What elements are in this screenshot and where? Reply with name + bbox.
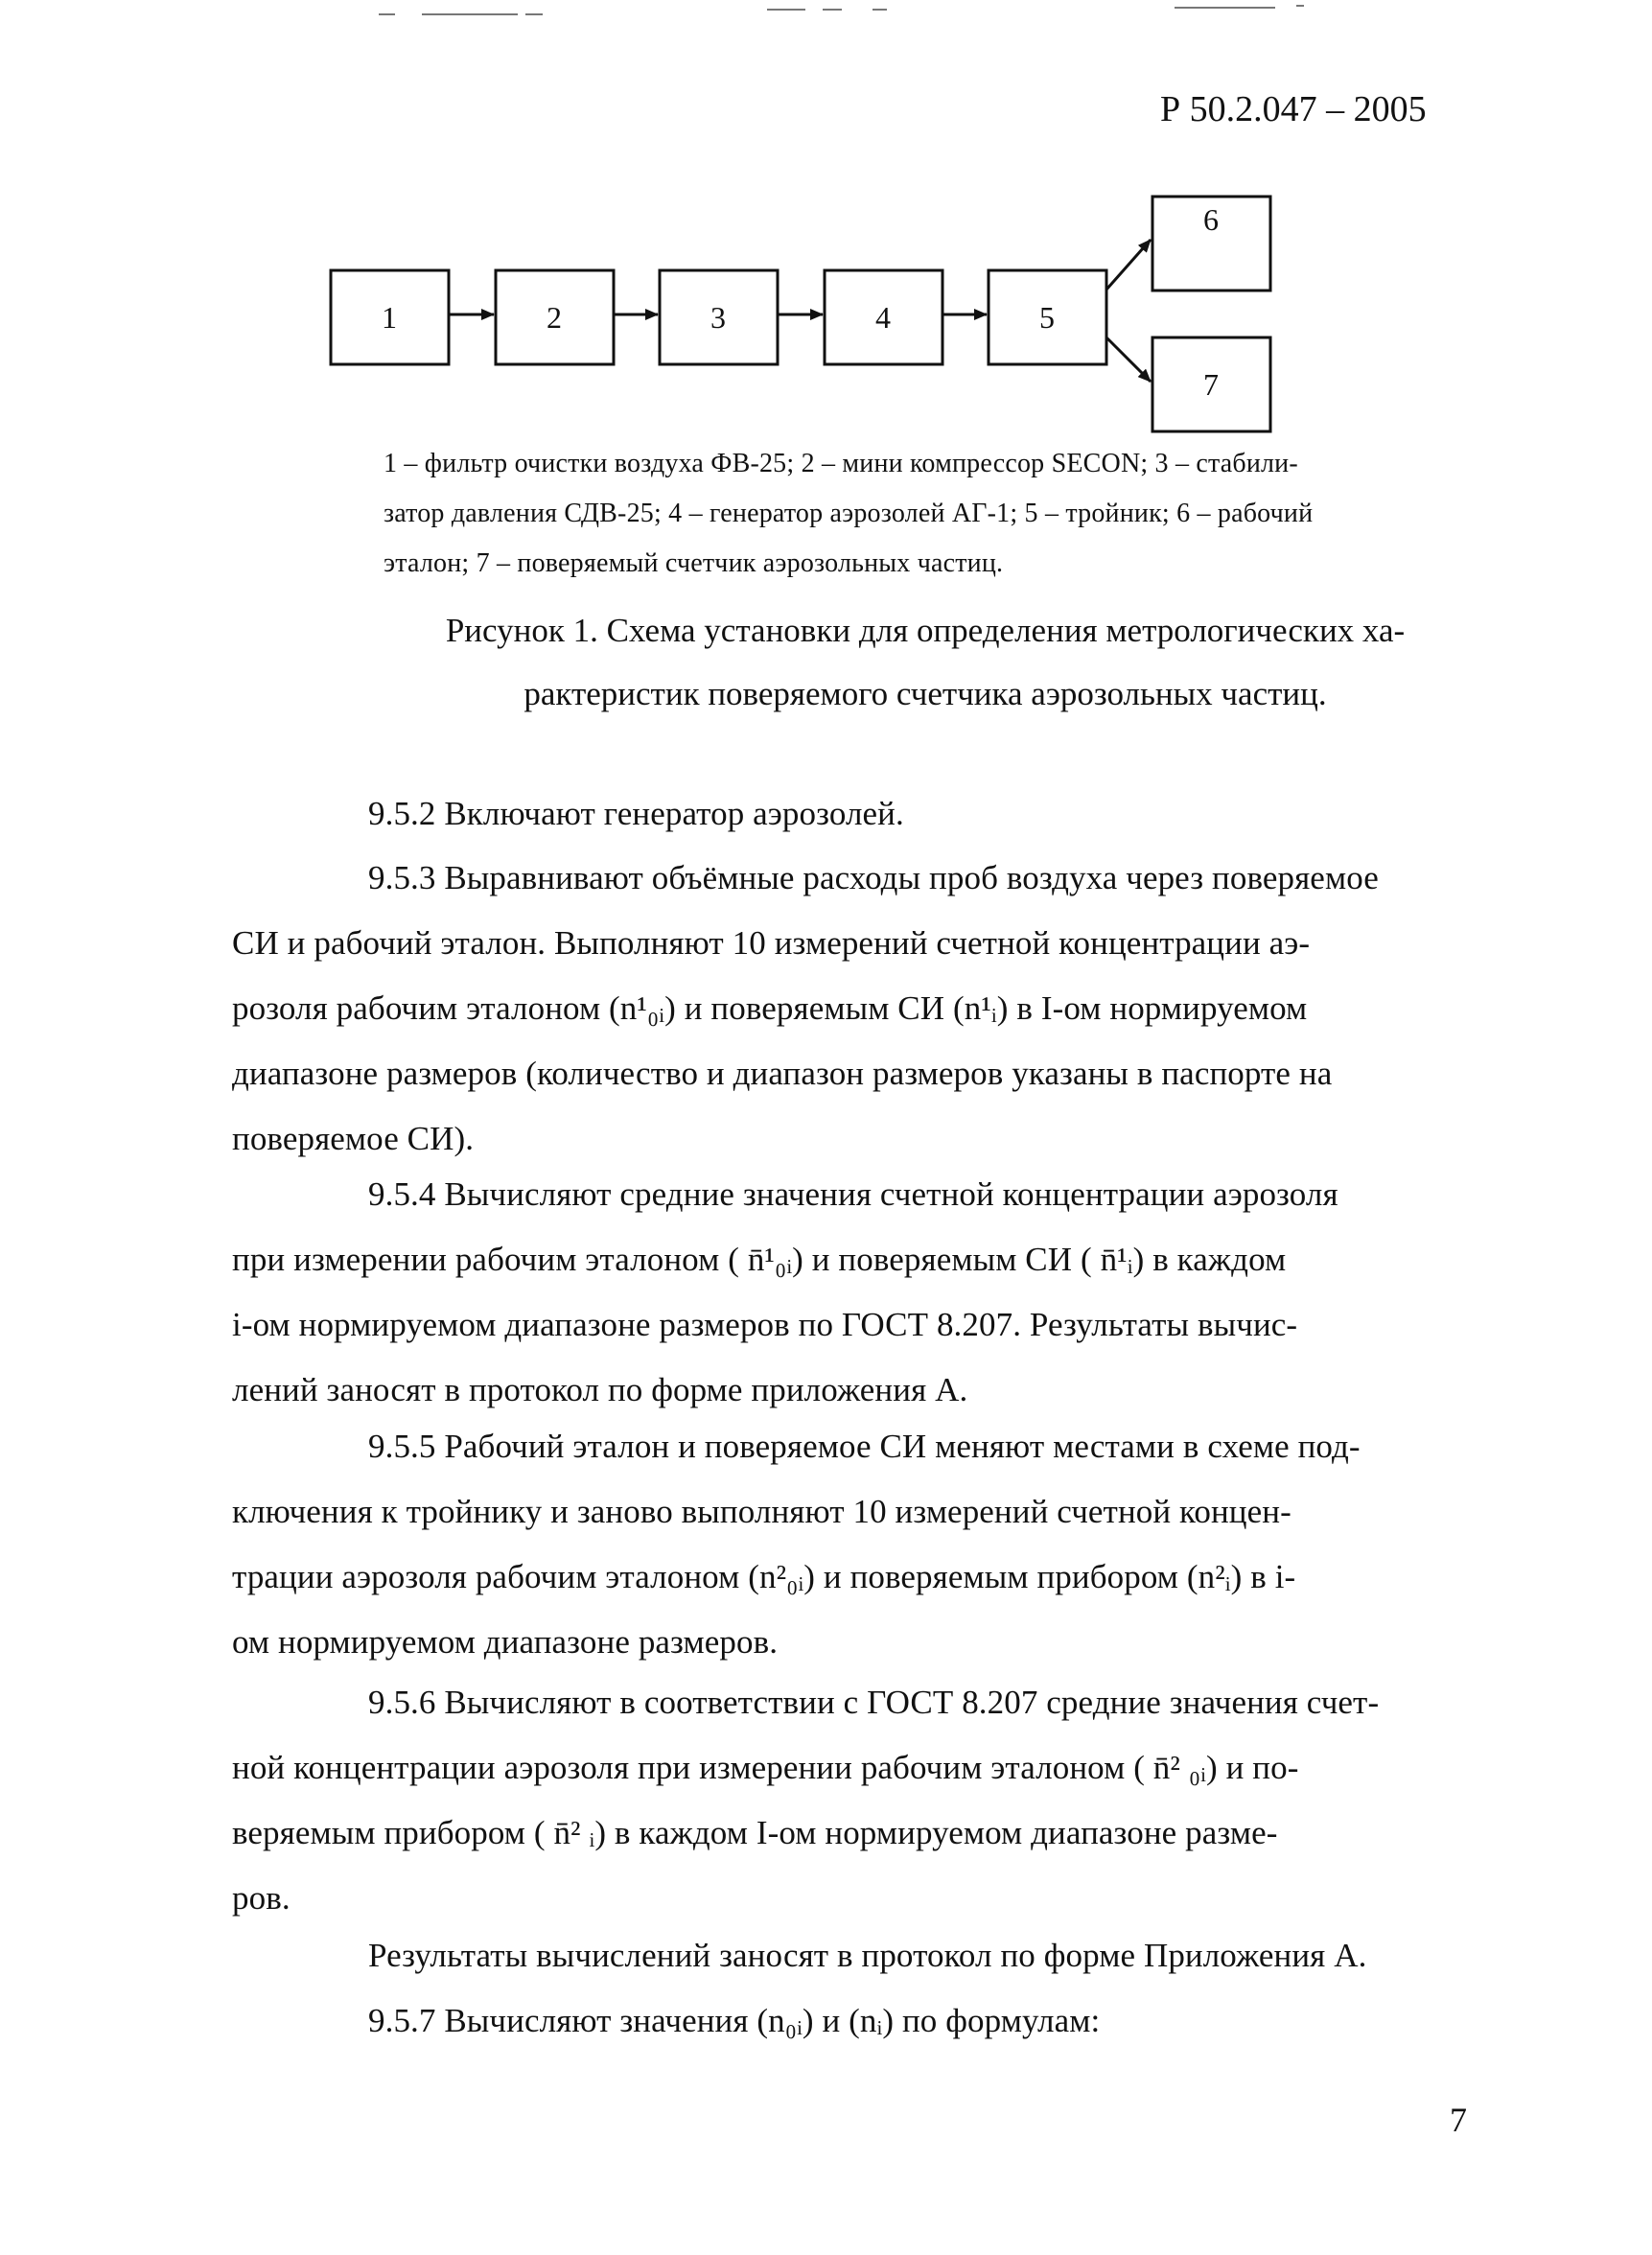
block-4-label: 4 [875, 300, 891, 335]
text-line: веряемым прибором ( n̄² ᵢ) в каждом I-ом нормируемом диапазоне разме- [232, 1814, 1278, 1851]
block-1-label: 1 [382, 300, 397, 335]
arrow-5-6 [1106, 240, 1151, 290]
paragraph-9-5-3 [232, 846, 1498, 1172]
page-number: 7 [1450, 2101, 1467, 2139]
arrow-5-7 [1106, 337, 1151, 382]
caption-line: Рисунок 1. Схема установки для определения метрологических ха- [445, 612, 1406, 649]
block-2-label: 2 [547, 300, 562, 335]
text-line: i-ом нормируемом диапазоне размеров по ГОСТ 8.207. Результаты вычис- [232, 1306, 1298, 1343]
figure-caption [345, 599, 1505, 726]
text-line: 9.5.3 Выравнивают объёмные расходы проб воздуха через поверяемое [368, 859, 1379, 896]
text-line: ом нормируемом диапазоне размеров. [232, 1623, 779, 1661]
legend-line: эталон; 7 – поверяемый счетчик аэрозольных частиц. [384, 548, 1004, 578]
text-line: 9.5.5 Рабочий эталон и поверяемое СИ меняют местами в схеме под- [368, 1428, 1361, 1465]
document-number: Р 50.2.047 – 2005 [1160, 89, 1427, 129]
text-line: 9.5.2 Включают генератор аэрозолей. [368, 795, 904, 832]
block-3-label: 3 [710, 300, 726, 335]
paragraph-9-5-2 [232, 781, 1498, 847]
text-line: при измерении рабочим эталоном ( n̄¹₀ᵢ) и поверяемым СИ ( n̄¹ᵢ) в каждом [232, 1241, 1287, 1278]
paragraph-9-5-4 [232, 1162, 1498, 1423]
figure-legend [384, 439, 1486, 589]
text-line: розоля рабочим эталоном (n¹₀ᵢ) и поверяемым СИ (n¹ᵢ) в I-ом нормируемом [232, 989, 1308, 1027]
text-line: ров. [232, 1879, 291, 1917]
setup-block-diagram [0, 0, 1652, 451]
legend-line: 1 – фильтр очистки воздуха ФВ-25; 2 – мини компрессор SECON; 3 – стабили- [384, 449, 1298, 478]
block-6-label: 6 [1203, 202, 1219, 237]
text-line: Результаты вычислений заносят в протокол по форме Приложения А. [368, 1937, 1367, 1974]
block-7-label: 7 [1203, 367, 1219, 402]
paragraph-9-5-5 [232, 1414, 1498, 1675]
text-line: ной концентрации аэрозоля при измерении рабочим эталоном ( n̄² ₀ᵢ) и по- [232, 1749, 1299, 1786]
text-line: 9.5.6 Вычисляют в соответствии с ГОСТ 8.207 средние значения счет- [368, 1684, 1380, 1721]
text-line: лений заносят в протокол по форме приложения А. [232, 1371, 968, 1408]
text-line: 9.5.4 Вычисляют средние значения счетной концентрации аэрозоля [368, 1175, 1338, 1213]
text-line: диапазоне размеров (количество и диапазон размеров указаны в паспорте на [232, 1055, 1333, 1092]
paragraph-9-5-7 [232, 1988, 1498, 2054]
block-5-label: 5 [1039, 300, 1055, 335]
text-line: поверяемое СИ). [232, 1120, 475, 1157]
text-line: СИ и рабочий эталон. Выполняют 10 измерений счетной концентрации аэ- [232, 924, 1311, 962]
caption-line: рактеристик поверяемого счетчика аэрозольных частиц. [524, 675, 1327, 712]
paragraph-results [232, 1923, 1498, 1988]
paragraph-9-5-6 [232, 1670, 1498, 1931]
legend-line: затор давления СДВ-25; 4 – генератор аэрозолей АГ-1; 5 – тройник; 6 – рабочий [384, 499, 1314, 528]
text-line: трации аэрозоля рабочим эталоном (n²₀ᵢ) и поверяемым прибором (n²ᵢ) в i- [232, 1558, 1296, 1595]
text-line: ключения к тройнику и заново выполняют 10 измерений счетной концен- [232, 1493, 1291, 1530]
text-line: 9.5.7 Вычисляют значения (n₀ᵢ) и (nᵢ) по формулам: [368, 2002, 1101, 2039]
